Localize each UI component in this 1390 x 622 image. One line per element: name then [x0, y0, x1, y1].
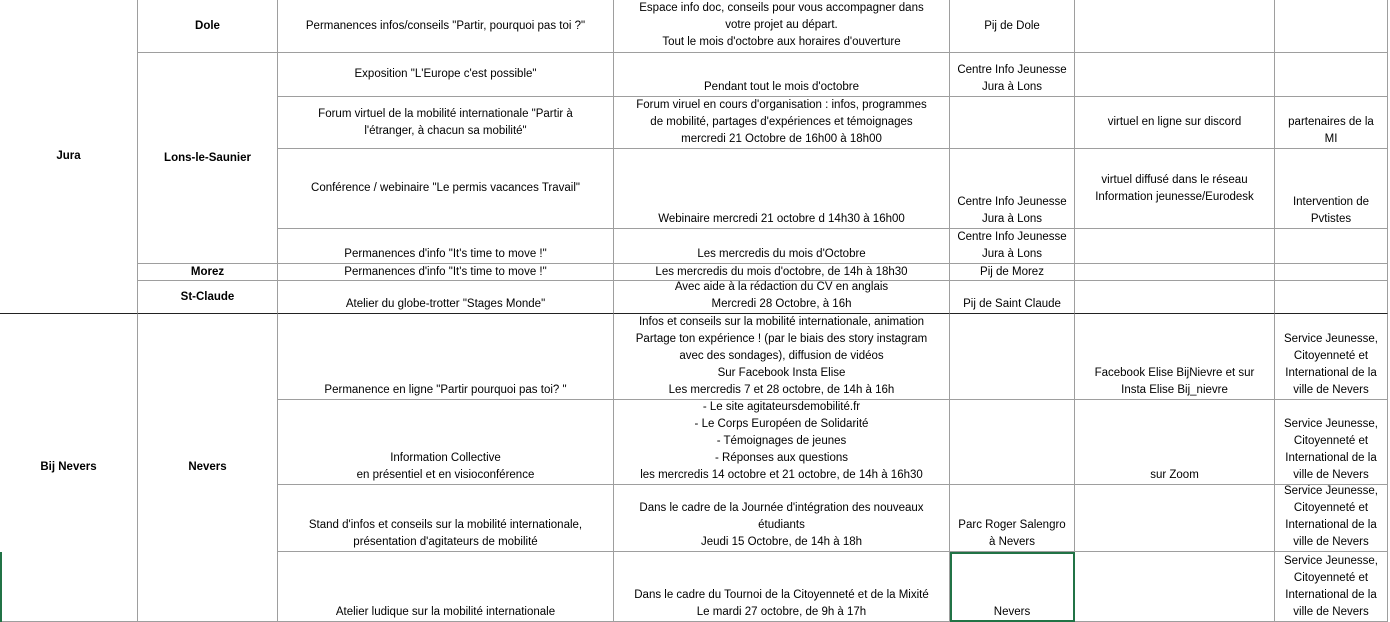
format-cell[interactable] — [1075, 281, 1275, 314]
place-cell[interactable]: Parc Roger Salengro à Nevers — [950, 485, 1075, 552]
place-cell[interactable] — [950, 97, 1075, 149]
partners-cell[interactable]: Intervention de Pvtistes — [1275, 149, 1388, 229]
format-cell[interactable] — [1075, 229, 1275, 264]
details-cell[interactable]: Dans le cadre du Tournoi de la Citoyenneté et de la Mixité Le mardi 27 octobre, de 9h à 17h — [614, 552, 950, 622]
activity-cell[interactable]: Atelier du globe-trotter "Stages Monde" — [278, 281, 614, 314]
row-selection-indicator — [0, 552, 2, 622]
details-cell[interactable]: Forum viruel en cours d'organisation : infos, programmes de mobilité, partages d'expériences et témoignages mercredi 21 Octobre de 16h00 à 18h00 — [614, 97, 950, 149]
partners-cell[interactable] — [1275, 0, 1388, 53]
details-cell[interactable]: Avec aide à la rédaction du CV en anglais Mercredi 28 Octobre, à 16h — [614, 281, 950, 314]
partners-cell[interactable] — [1275, 229, 1388, 264]
city-cell-lons-le-saunier[interactable]: Lons-le-Saunier — [138, 53, 278, 264]
activity-cell[interactable]: Permanences infos/conseils "Partir, pourquoi pas toi ?" — [278, 0, 614, 53]
partners-cell[interactable]: Service Jeunesse, Citoyenneté et International de la ville de Nevers — [1275, 400, 1388, 485]
city-cell-nevers[interactable]: Nevers — [138, 314, 278, 622]
city-cell-dole[interactable]: Dole — [138, 0, 278, 53]
details-cell[interactable]: Webinaire mercredi 21 octobre d 14h30 à 16h00 — [614, 149, 950, 229]
details-cell[interactable]: Dans le cadre de la Journée d'intégration des nouveaux étudiants Jeudi 15 Octobre, de 14h à 18h — [614, 485, 950, 552]
details-cell[interactable]: Infos et conseils sur la mobilité internationale, animation Partage ton expérience ! (par le biais des story instagram avec des sondages), diffusion de vidéos Sur Facebook Insta Elise Les mercredis 7 et 28 octobre, de 14h à 16h — [614, 314, 950, 400]
format-cell[interactable]: virtuel en ligne sur discord — [1075, 97, 1275, 149]
details-cell[interactable]: - Le site agitateursdemobilité.fr - Le Corps Européen de Solidarité - Témoignages de jeunes - Réponses aux questions les mercredis 14 octobre et 21 octobre, de 14h à 16h30 — [614, 400, 950, 485]
place-cell-selected[interactable]: Nevers — [950, 552, 1075, 622]
activity-cell[interactable]: Permanence en ligne "Partir pourquoi pas toi? " — [278, 314, 614, 400]
region-cell-jura[interactable]: Jura — [0, 0, 138, 314]
place-cell[interactable]: Pij de Saint Claude — [950, 281, 1075, 314]
partners-cell[interactable] — [1275, 264, 1388, 281]
place-cell[interactable] — [950, 400, 1075, 485]
details-cell[interactable]: Pendant tout le mois d'octobre — [614, 53, 950, 97]
activity-cell[interactable]: Permanences d'info "It's time to move !" — [278, 229, 614, 264]
format-cell[interactable] — [1075, 264, 1275, 281]
city-cell-morez[interactable]: Morez — [138, 264, 278, 281]
partners-cell[interactable]: Service Jeunesse, Citoyenneté et International de la ville de Nevers — [1275, 552, 1388, 622]
activity-cell[interactable]: Stand d'infos et conseils sur la mobilité internationale, présentation d'agitateurs de mobilité — [278, 485, 614, 552]
activity-cell[interactable]: Conférence / webinaire "Le permis vacances Travail" — [278, 149, 614, 229]
place-cell[interactable]: Centre Info Jeunesse Jura à Lons — [950, 53, 1075, 97]
partners-cell[interactable] — [1275, 53, 1388, 97]
activity-cell[interactable]: Atelier ludique sur la mobilité internationale — [278, 552, 614, 622]
city-cell-st-claude[interactable]: St-Claude — [138, 281, 278, 314]
activity-cell[interactable]: Permanences d'info "It's time to move !" — [278, 264, 614, 281]
format-cell[interactable] — [1075, 552, 1275, 622]
format-cell[interactable] — [1075, 485, 1275, 552]
details-cell[interactable]: Les mercredis du mois d'Octobre — [614, 229, 950, 264]
place-cell[interactable]: Centre Info Jeunesse Jura à Lons — [950, 149, 1075, 229]
format-cell[interactable]: virtuel diffusé dans le réseau Information jeunesse/Eurodesk — [1075, 149, 1275, 229]
place-cell[interactable]: Centre Info Jeunesse Jura à Lons — [950, 229, 1075, 264]
format-cell[interactable]: sur Zoom — [1075, 400, 1275, 485]
region-cell-bij-nevers[interactable]: Bij Nevers — [0, 314, 138, 622]
place-cell[interactable]: Pij de Morez — [950, 264, 1075, 281]
format-cell[interactable] — [1075, 0, 1275, 53]
partners-cell[interactable] — [1275, 281, 1388, 314]
partners-cell[interactable]: partenaires de la MI — [1275, 97, 1388, 149]
activity-cell[interactable]: Forum virtuel de la mobilité internationale "Partir à l'étranger, à chacun sa mobilité" — [278, 97, 614, 149]
format-cell[interactable] — [1075, 53, 1275, 97]
place-cell[interactable]: Pij de Dole — [950, 0, 1075, 53]
place-cell[interactable] — [950, 314, 1075, 400]
activity-cell[interactable]: Information Collective en présentiel et en visioconférence — [278, 400, 614, 485]
partners-cell[interactable]: Service Jeunesse, Citoyenneté et International de la ville de Nevers — [1275, 485, 1388, 552]
format-cell[interactable]: Facebook Elise BijNievre et sur Insta Elise Bij_nievre — [1075, 314, 1275, 400]
details-cell[interactable]: Les mercredis du mois d'octobre, de 14h à 18h30 — [614, 264, 950, 281]
partners-cell[interactable]: Service Jeunesse, Citoyenneté et International de la ville de Nevers — [1275, 314, 1388, 400]
activity-cell[interactable]: Exposition "L'Europe c'est possible" — [278, 53, 614, 97]
details-cell[interactable]: Espace info doc, conseils pour vous accompagner dans votre projet au départ. Tout le mois d'octobre aux horaires d'ouverture — [614, 0, 950, 53]
